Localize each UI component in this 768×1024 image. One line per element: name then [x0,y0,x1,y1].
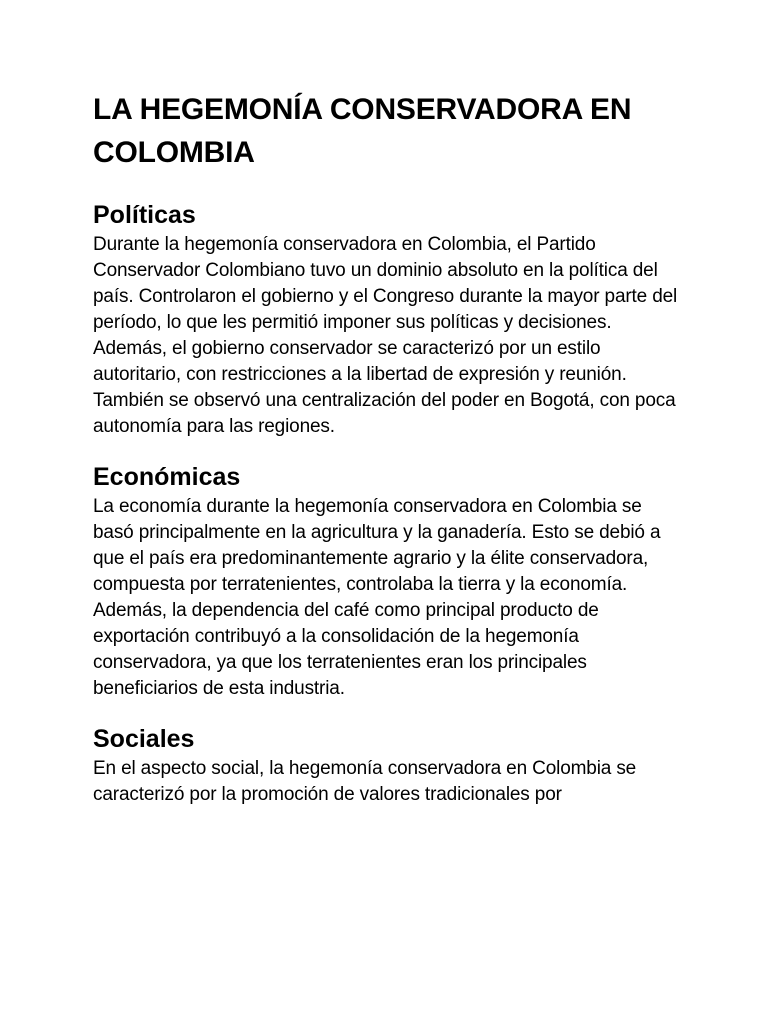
section-heading: Sociales [93,725,195,753]
section-politicas [93,198,683,440]
section-economicas [93,460,683,702]
section-sociales [93,722,683,808]
section-heading: Políticas [93,201,196,229]
section-heading: Económicas [93,463,241,491]
section-paragraph: Durante la hegemonía conservadora en Colombia, el Partido Conservador Colombiano tuvo un dominio absoluto en la política del país. Controlaron el gobierno y el Congreso durante la mayor parte del período, lo que les permitió imponer sus políticas y decisiones. Además, el gobierno conservador se caracterizó por un estilo autoritario, con restricciones a la libertad de expresión y reunión. También se observó una centralización del poder en Bogotá, con poca autonomía para las regiones. [93,234,678,437]
document-title: LA HEGEMONÍA CONSERVADORA EN COLOMBIA [93,93,632,169]
section-paragraph: La economía durante la hegemonía conservadora en Colombia se basó principalmente en la agricultura y la ganadería. Esto se debió a que el país era predominantemente agrario y la élite conservadora, compuesta por terratenientes, controlaba la tierra y la economía. Además, la dependencia del café como principal producto de exportación contribuyó a la consolidación de la hegemonía conservadora, ya que los terratenientes eran los principales beneficiarios de esta industria. [93,496,661,699]
document-page [93,88,683,828]
section-paragraph: En el aspecto social, la hegemonía conservadora en Colombia se caracterizó por la promoción de valores tradicionales por [93,758,637,805]
